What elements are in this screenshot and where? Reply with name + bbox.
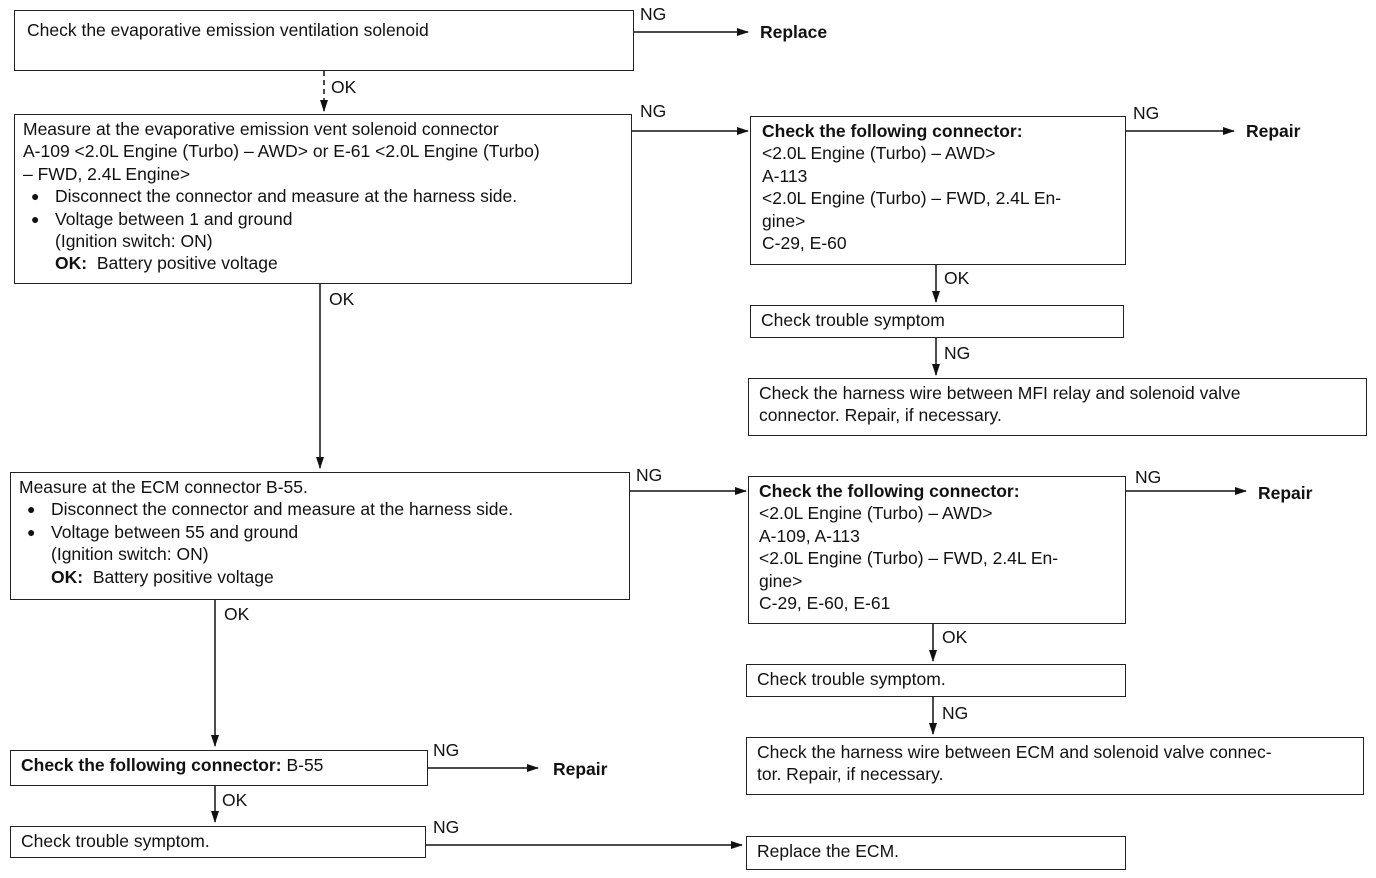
check-trouble-symptom-box xyxy=(750,305,1124,338)
bullet-item: ● Voltage between 55 and ground xyxy=(19,521,621,543)
bullet-item: ● Disconnect the connector and measure at the harness side. xyxy=(23,185,623,207)
box-line: A-109 <2.0L Engine (Turbo) – AWD> or E-61 <2.0L Engine (Turbo) xyxy=(23,141,540,162)
replace-ecm-box xyxy=(746,836,1126,870)
check-trouble-symptom-box xyxy=(10,826,426,858)
check-connector-a113-box xyxy=(750,116,1126,265)
box-line: – FWD, 2.4L Engine> xyxy=(23,163,191,184)
box-line: Check the harness wire between MFI relay and solenoid valve xyxy=(759,383,1241,403)
replace-action: Replace xyxy=(760,22,828,42)
box-line: A-113 xyxy=(762,165,808,186)
box-title: Check the following connector: xyxy=(21,755,282,775)
box-line: tor. Repair, if necessary. xyxy=(757,764,944,785)
ok-value: Battery positive voltage xyxy=(92,566,274,587)
box-title: Check the following connector: xyxy=(762,121,1023,141)
check-harness-mfi-relay-box xyxy=(748,378,1367,436)
bullet-item: ● Disconnect the connector and measure at the harness side. xyxy=(19,498,621,520)
box-line: C-29, E-60 xyxy=(762,233,847,254)
ng-label: NG xyxy=(636,465,663,485)
ok-criterion xyxy=(19,566,621,588)
condition-note: (Ignition switch: ON) xyxy=(55,231,213,252)
check-connector-a109-a113-box xyxy=(748,476,1126,624)
bullet-item: ● Voltage between 1 and ground xyxy=(23,208,623,230)
ok-label: OK xyxy=(944,268,970,288)
box-line: <2.0L Engine (Turbo) – FWD, 2.4L En- xyxy=(759,548,1059,569)
connector-id: B-55 xyxy=(286,755,324,775)
ng-label: NG xyxy=(1135,467,1162,487)
ok-label: OK xyxy=(331,77,357,97)
ok-label: OK xyxy=(224,604,250,624)
box-line: <2.0L Engine (Turbo) – AWD> xyxy=(759,503,993,524)
box-text: Check the evaporative emission ventilation solenoid xyxy=(27,20,429,40)
repair-action: Repair xyxy=(1246,121,1301,141)
box-line: Check the harness wire between ECM and solenoid valve connec- xyxy=(757,742,1272,762)
ok-criterion xyxy=(23,252,623,274)
check-trouble-symptom-box xyxy=(746,664,1126,697)
ok-label: OK xyxy=(329,289,355,309)
repair-action: Repair xyxy=(553,759,608,779)
box-line: gine> xyxy=(759,570,803,591)
measure-vent-solenoid-connector-box xyxy=(14,114,632,284)
box-line: C-29, E-60, E-61 xyxy=(759,593,891,614)
box-line: Measure at the evaporative emission vent solenoid connector xyxy=(23,119,499,139)
ng-label: NG xyxy=(944,343,971,363)
box-line xyxy=(21,754,419,776)
box-text: Check trouble symptom xyxy=(761,310,945,330)
ok-value: Battery positive voltage xyxy=(96,253,278,274)
ng-label: NG xyxy=(942,703,969,723)
box-text: Check trouble symptom. xyxy=(757,669,946,689)
ng-label: NG xyxy=(433,817,460,837)
ok-label: OK xyxy=(942,627,968,647)
ng-label: NG xyxy=(433,740,460,760)
box-line: Measure at the ECM connector B-55. xyxy=(19,477,308,497)
ng-label: NG xyxy=(640,101,667,121)
box-line: A-109, A-113 xyxy=(759,525,860,546)
ok-key: OK: xyxy=(55,253,88,274)
ng-label: NG xyxy=(640,4,667,24)
box-text: Check trouble symptom. xyxy=(21,831,210,851)
ok-label: OK xyxy=(222,790,248,810)
box-line: <2.0L Engine (Turbo) – AWD> xyxy=(762,143,996,164)
ng-label: NG xyxy=(1133,103,1160,123)
check-connector-b55-box xyxy=(10,750,428,786)
box-text: Replace the ECM. xyxy=(757,841,900,861)
box-line: connector. Repair, if necessary. xyxy=(759,405,1002,426)
box-title: Check the following connector: xyxy=(759,481,1020,501)
condition-note: (Ignition switch: ON) xyxy=(51,544,209,565)
measure-ecm-connector-box xyxy=(10,472,630,600)
box-line: <2.0L Engine (Turbo) – FWD, 2.4L En- xyxy=(762,188,1062,209)
repair-action: Repair xyxy=(1258,483,1313,503)
check-harness-ecm-box xyxy=(746,737,1364,795)
check-ventilation-solenoid-box xyxy=(14,10,634,71)
box-line: gine> xyxy=(762,210,806,231)
ok-key: OK: xyxy=(51,566,84,587)
